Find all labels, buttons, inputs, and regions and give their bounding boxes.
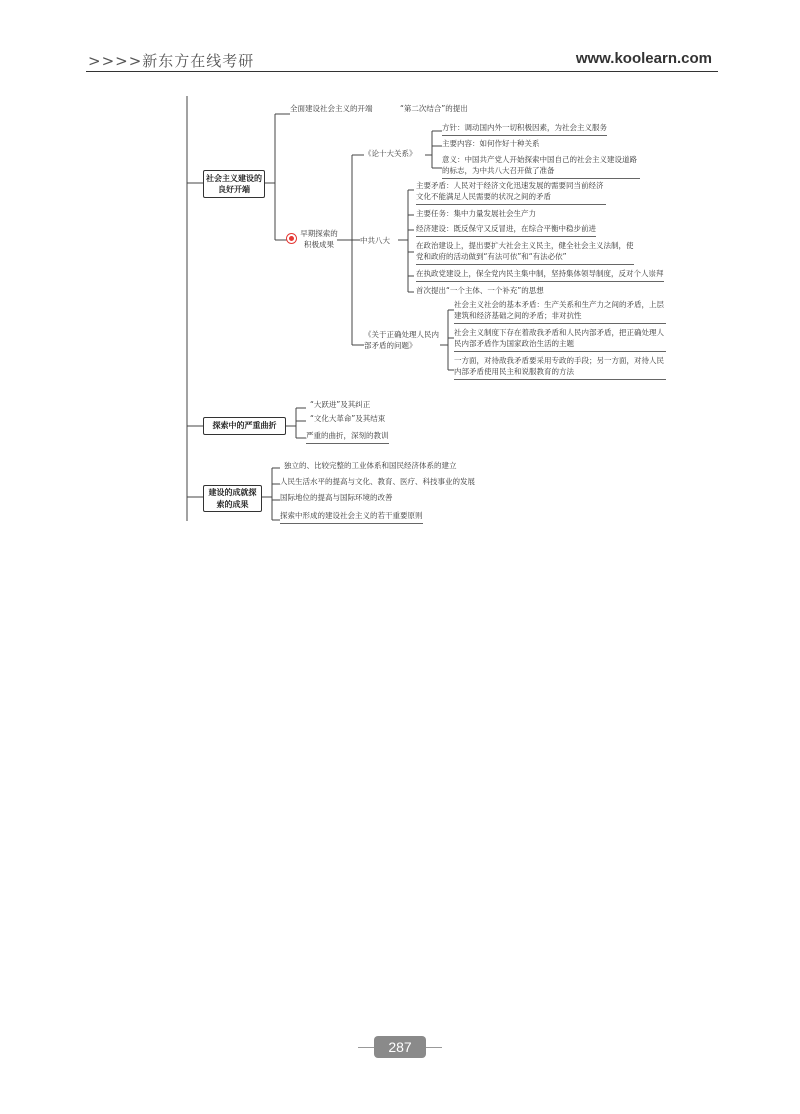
highlight-marker-icon — [287, 234, 296, 243]
node-ten-relations-content: 主要内容：如何作好十种关系 — [442, 139, 540, 148]
node-contradictions-speech: 《关于正确处理人民内部矛盾的问题》 — [364, 330, 439, 350]
node-international-status: 国际地位的提高与国际环境的改善 — [280, 493, 393, 502]
node-eighth-politics: 在政治建设上，提出要扩大社会主义民主，健全社会主义法制，使党和政府的活动做到“有法可依”和“有法必依” — [416, 241, 634, 265]
node-cultural-revolution: “文化大革命”及其结束 — [310, 414, 386, 423]
node-early-exploration: 早期探索的积极成果 — [300, 229, 338, 249]
node-full-construction-start: 全面建设社会主义的开端 — [290, 104, 373, 113]
node-eighth-task: 主要任务：集中力量发展社会生产力 — [416, 209, 536, 218]
node-speech-two-types: 社会主义制度下存在着敌我矛盾和人民内部矛盾，把正确处理人民内部矛盾作为国家政治生活的主题 — [454, 328, 666, 352]
node-principles: 探索中形成的建设社会主义的若干重要原则 — [280, 511, 423, 524]
footer-line-right — [426, 1047, 442, 1048]
node-ten-relations-policy: 方针：调动国内外一切积极因素，为社会主义服务 — [442, 123, 607, 136]
node-good-start: 社会主义建设的良好开端 — [203, 170, 265, 198]
node-industrial-system: 独立的、比较完整的工业体系和国民经济体系的建立 — [284, 461, 457, 470]
node-lessons: 严重的曲折，深刻的教训 — [306, 431, 389, 444]
node-great-leap: “大跃进”及其纠正 — [310, 400, 371, 409]
node-eighth-two-systems: 首次提出“一个主体、一个补充”的思想 — [416, 286, 544, 295]
footer-line-left — [358, 1047, 374, 1048]
page-header-brand: >>>>新东方在线考研 — [88, 52, 255, 70]
node-eighth-contradiction: 主要矛盾：人民对于经济文化迅速发展的需要同当前经济文化不能满足人民需要的状况之间的矛盾 — [416, 181, 606, 205]
node-ten-relations-significance: 意义：中国共产党人开始探索中国自己的社会主义建设道路的标志，为中共八大召开做了准备 — [442, 155, 640, 179]
node-setbacks: 探索中的严重曲折 — [203, 417, 286, 435]
node-eighth-congress: 中共八大 — [360, 236, 390, 245]
node-speech-methods: 一方面，对待敌我矛盾要采用专政的手段；另一方面，对待人民内部矛盾使用民主和说服教育的方法 — [454, 356, 666, 380]
node-achievements: 建设的成就探索的成果 — [203, 485, 262, 512]
node-second-combination: “第二次结合”的提出 — [400, 104, 468, 113]
node-speech-basic: 社会主义社会的基本矛盾：生产关系和生产力之间的矛盾，上层建筑和经济基础之间的矛盾；非对抗性 — [454, 300, 666, 324]
node-eighth-party: 在执政党建设上，保全党内民主集中制，坚持集体领导制度，反对个人崇拜 — [416, 269, 664, 282]
node-living-standards: 人民生活水平的提高与文化、教育、医疗、科技事业的发展 — [280, 477, 475, 486]
node-ten-relations: 《论十大关系》 — [364, 149, 417, 158]
page-number: 287 — [374, 1036, 426, 1058]
page-header-url: www.koolearn.com — [575, 50, 712, 67]
node-eighth-economy: 经济建设：既反保守又反冒进，在综合平衡中稳步前进 — [416, 224, 596, 237]
